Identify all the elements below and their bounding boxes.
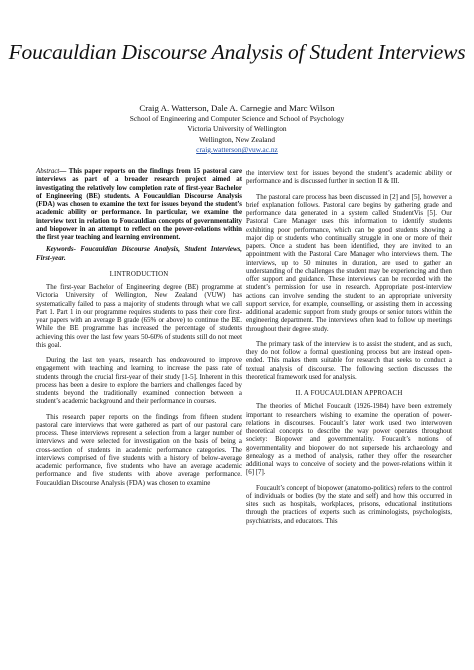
abstract-dash: — xyxy=(59,168,69,175)
left-column xyxy=(36,168,242,488)
affiliation-university: Victoria University of Wellington xyxy=(187,124,287,133)
intro-paragraph: This research paper reports on the findings from fifteen student pastoral care interviews that were gathered as part of our pastoral care process. These interviews represent a selection from a larger number of interviews and were selected for investigation on the basis of being a cross-section of students in academic performance categories. The interviews comprised of five students with a history of below-average academic performance, five students who have an average academic performance and five students with above average performance. Foucauldian Discourse Analysis (FDA) was chosen to examine xyxy=(36,413,242,487)
intro-paragraph: During the last ten years, research has endeavoured to improve engagement with teaching and learning to increase the pass rate of students through the crucial first-year of their study [1-5]. Inherent in this process has been a desire to explore the barriers and challenges faced by students beyond the traditionally examined connection between a student’s academic background and their performance in courses. xyxy=(36,357,242,406)
section-heading-introduction: I.INTRODUCTION xyxy=(109,270,169,278)
abstract-text: This paper reports on the findings from 15 pastoral care interviews as part of a broader research project aimed at investigating the relatively low completion rate of first-year Bachelor of Engineering (BE) students. A Foucauldian Discourse Analysis (FDA) was chosen to examine the text for issues beyond the student’s academic ability or performance. In particular, we examine the interview text in relation to Foucauldian concepts of governmentality and biopower in an attempt to reflect on the power-relations within the first year teaching and learning environment. xyxy=(36,168,242,241)
author-names: Craig A. Watterson, Dale A. Carnegie and Marc Wilson xyxy=(139,103,335,113)
body-paragraph: The primary task of the interview is to assist the student, and as such, they do not follow a formal questioning process but are instead open-ended. This makes them suitable for research that seeks to conduct a textual analysis of discourse. The following section discusses the theoretical framework used for analysis. xyxy=(246,340,452,381)
affiliation-location: Wellington, New Zealand xyxy=(199,134,275,144)
abstract-lead: Abstract xyxy=(36,168,60,175)
body-paragraph: The theories of Michel Foucault (1926-1984) have been extremely important to researchers wishing to examine the operation of power-relations in discourses. Foucault’s later work used two interwoven theoretical concepts to describe the way power operates throughout society: Biopower and governmentality. Foucault’s notions of governmentality and biopower do not supersede his archaeology and genealogy as a method of analysis, rather they offer the researcher additional ways to conceive of society and the power-relations within it [6] [7]. xyxy=(246,403,452,477)
right-column xyxy=(246,170,452,526)
abstract xyxy=(36,168,242,242)
author-email-link[interactable]: craig.watterson@vuw.ac.nz xyxy=(196,145,278,154)
body-paragraph: the interview text for issues beyond the student’s academic ability or performance and is discussed further in section II & III. xyxy=(246,170,452,186)
keywords: Keywords- Foucauldian Discourse Analysis, Student Interviews, First-year. xyxy=(36,246,242,262)
body-paragraph: The pastoral care process has been discussed in [2] and [5], however a brief explanation follows. Pastoral care begins by gathering grade and performance data generated in a system called StudentVis [5]. Our Pastoral Care Manager uses this information to identify students exhibiting poor performance, which can be good students showing a major dip or students who continually struggle in one or more of their papers. Once a student has been identified, they are invited to an appointment with the Pastoral Care Manager who interviews them. The interviews, up to 50 minutes in duration, are used to gather an understanding of the challenges the student may be experiencing and then offer support and guidance. These interviews can be recorded with the student’s permission for use in research. Appropriate post-interview actions can involve sending the student to an appropriate university support service, for example, counselling, or assisting them in accessing additional academic support from study groups or senior tutors within the engineering department. The interviews often lead to follow up meetings throughout their degree study. xyxy=(246,193,452,333)
paper-title: Foucauldian Discourse Analysis of Student Interviews xyxy=(8,40,466,64)
author-block xyxy=(0,103,474,156)
affiliation-school: School of Engineering and Computer Science and School of Psychology xyxy=(129,113,345,123)
body-paragraph: Foucault’s concept of biopower (anatomo-politics) refers to the control of individuals or bodies (by the state and self) and how this occurred in sites such as hospitals, workplaces, prisons, educational institutions through the practices of experts such as criminologists, psychologists, psychiatrists, and educators. This xyxy=(246,484,452,525)
section-heading-foucauldian-approach: II. A FOUCAULDIAN APPROACH xyxy=(295,390,403,397)
intro-paragraph: The first-year Bachelor of Engineering degree (BE) programme at Victoria University of Wellington, New Zealand (VUW) has systematically failed to pass a majority of students through what we call Part 1. Part 1 in our programme requires students to pass their core first-year papers with an average B grade (65% or above) to continue the BE. While the BE programme has increased the percentage of students achieving this over the last few years 50-60% of students still do not meet this goal. xyxy=(36,284,242,349)
